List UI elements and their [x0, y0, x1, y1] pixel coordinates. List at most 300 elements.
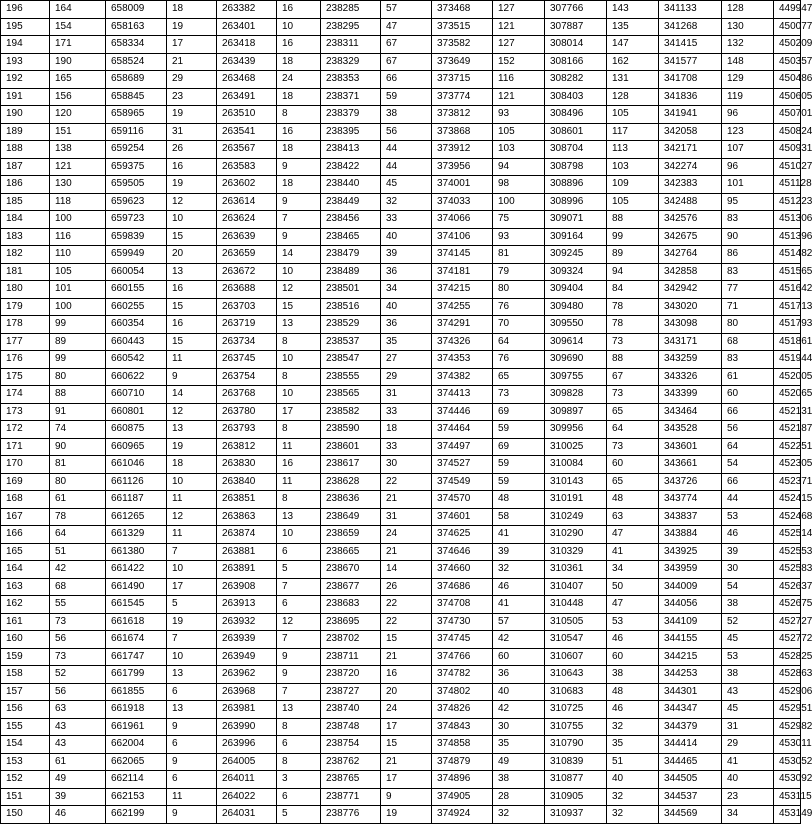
table-cell[interactable]: 18	[167, 1, 217, 19]
table-cell[interactable]: 342274	[659, 158, 722, 176]
table-cell[interactable]: 179	[1, 298, 50, 316]
table-cell[interactable]: 374905	[432, 788, 493, 806]
table-cell[interactable]: 263688	[217, 281, 277, 299]
table-cell[interactable]: 46	[607, 631, 659, 649]
table-cell[interactable]: 309480	[545, 298, 607, 316]
table-cell[interactable]: 661126	[106, 473, 167, 491]
table-cell[interactable]: 173	[1, 403, 50, 421]
table-cell[interactable]: 17	[381, 771, 432, 789]
table-cell[interactable]: 661380	[106, 543, 167, 561]
table-cell[interactable]: 452005	[774, 368, 801, 386]
table-cell[interactable]: 342171	[659, 141, 722, 159]
table-cell[interactable]: 310143	[545, 473, 607, 491]
table-cell[interactable]: 450486	[774, 71, 801, 89]
table-cell[interactable]: 84	[607, 281, 659, 299]
table-cell[interactable]: 12	[167, 403, 217, 421]
table-cell[interactable]: 9	[167, 718, 217, 736]
table-cell[interactable]: 80	[493, 281, 545, 299]
table-cell[interactable]: 128	[607, 88, 659, 106]
table-cell[interactable]: 344505	[659, 771, 722, 789]
table-cell[interactable]: 76	[493, 351, 545, 369]
table-cell[interactable]: 238702	[321, 631, 381, 649]
table-cell[interactable]: 30	[722, 561, 774, 579]
table-cell[interactable]: 374413	[432, 386, 493, 404]
table-cell[interactable]: 26	[167, 141, 217, 159]
table-cell[interactable]: 64	[50, 526, 106, 544]
table-cell[interactable]: 660542	[106, 351, 167, 369]
table-cell[interactable]: 30	[493, 718, 545, 736]
table-cell[interactable]: 343837	[659, 508, 722, 526]
table-cell[interactable]: 32	[493, 561, 545, 579]
table-cell[interactable]: 263793	[217, 421, 277, 439]
table-cell[interactable]: 238695	[321, 613, 381, 631]
table-cell[interactable]: 263840	[217, 473, 277, 491]
table-cell[interactable]: 22	[381, 613, 432, 631]
table-cell[interactable]: 238683	[321, 596, 381, 614]
table-cell[interactable]: 11	[167, 788, 217, 806]
table-cell[interactable]: 6	[167, 683, 217, 701]
table-cell[interactable]: 33	[381, 438, 432, 456]
table-cell[interactable]: 343884	[659, 526, 722, 544]
table-cell[interactable]: 374181	[432, 263, 493, 281]
table-cell[interactable]: 341941	[659, 106, 722, 124]
table-cell[interactable]: 59	[493, 421, 545, 439]
table-cell[interactable]: 3	[277, 771, 321, 789]
table-cell[interactable]: 342383	[659, 176, 722, 194]
table-cell[interactable]: 164	[1, 561, 50, 579]
table-cell[interactable]: 45	[722, 631, 774, 649]
table-cell[interactable]: 73	[50, 613, 106, 631]
table-cell[interactable]: 88	[607, 351, 659, 369]
table-cell[interactable]: 238754	[321, 736, 381, 754]
table-cell[interactable]: 374291	[432, 316, 493, 334]
table-cell[interactable]: 65	[607, 403, 659, 421]
table-cell[interactable]: 661799	[106, 666, 167, 684]
table-cell[interactable]: 661422	[106, 561, 167, 579]
table-cell[interactable]: 238465	[321, 228, 381, 246]
table-cell[interactable]: 309245	[545, 246, 607, 264]
table-cell[interactable]: 374527	[432, 456, 493, 474]
table-cell[interactable]: 24	[381, 701, 432, 719]
table-cell[interactable]: 60	[607, 456, 659, 474]
table-cell[interactable]: 310361	[545, 561, 607, 579]
table-cell[interactable]: 16	[167, 158, 217, 176]
table-cell[interactable]: 9	[277, 193, 321, 211]
table-cell[interactable]: 38	[722, 596, 774, 614]
table-cell[interactable]: 18	[167, 456, 217, 474]
table-cell[interactable]: 89	[50, 333, 106, 351]
table-cell[interactable]: 12	[277, 281, 321, 299]
table-cell[interactable]: 20	[167, 246, 217, 264]
table-cell[interactable]: 7	[277, 631, 321, 649]
table-cell[interactable]: 86	[722, 246, 774, 264]
table-cell[interactable]: 374066	[432, 211, 493, 229]
table-cell[interactable]: 263439	[217, 53, 277, 71]
table-cell[interactable]: 48	[607, 491, 659, 509]
table-cell[interactable]: 310329	[545, 543, 607, 561]
table-cell[interactable]: 24	[381, 526, 432, 544]
table-cell[interactable]: 238479	[321, 246, 381, 264]
table-cell[interactable]: 238371	[321, 88, 381, 106]
table-cell[interactable]: 343020	[659, 298, 722, 316]
table-cell[interactable]: 661918	[106, 701, 167, 719]
table-cell[interactable]: 91	[50, 403, 106, 421]
table-cell[interactable]: 40	[607, 771, 659, 789]
table-cell[interactable]: 374843	[432, 718, 493, 736]
table-cell[interactable]: 15	[167, 298, 217, 316]
table-cell[interactable]: 341133	[659, 1, 722, 19]
table-cell[interactable]: 374625	[432, 526, 493, 544]
table-cell[interactable]: 310025	[545, 438, 607, 456]
table-cell[interactable]: 263468	[217, 71, 277, 89]
table-cell[interactable]: 171	[1, 438, 50, 456]
table-cell[interactable]: 310790	[545, 736, 607, 754]
table-cell[interactable]: 60	[607, 648, 659, 666]
table-cell[interactable]: 263881	[217, 543, 277, 561]
table-cell[interactable]: 238601	[321, 438, 381, 456]
table-cell[interactable]: 166	[1, 526, 50, 544]
table-cell[interactable]: 659839	[106, 228, 167, 246]
table-cell[interactable]: 155	[1, 718, 50, 736]
table-cell[interactable]: 39	[493, 543, 545, 561]
table-cell[interactable]: 181	[1, 263, 50, 281]
table-cell[interactable]: 78	[50, 508, 106, 526]
table-cell[interactable]: 10	[167, 561, 217, 579]
table-cell[interactable]: 46	[493, 578, 545, 596]
table-cell[interactable]: 14	[167, 386, 217, 404]
table-cell[interactable]: 238501	[321, 281, 381, 299]
table-cell[interactable]: 159	[1, 648, 50, 666]
table-cell[interactable]: 31	[381, 386, 432, 404]
table-cell[interactable]: 121	[50, 158, 106, 176]
table-cell[interactable]: 8	[277, 333, 321, 351]
table-cell[interactable]: 195	[1, 18, 50, 36]
table-cell[interactable]: 32	[607, 718, 659, 736]
table-cell[interactable]: 93	[493, 228, 545, 246]
table-cell[interactable]: 135	[607, 18, 659, 36]
table-cell[interactable]: 33	[381, 403, 432, 421]
table-cell[interactable]: 8	[277, 106, 321, 124]
table-cell[interactable]: 452131	[774, 403, 801, 421]
table-cell[interactable]: 374660	[432, 561, 493, 579]
table-cell[interactable]: 14	[277, 246, 321, 264]
table-cell[interactable]: 452583	[774, 561, 801, 579]
table-cell[interactable]: 263583	[217, 158, 277, 176]
table-cell[interactable]: 130	[50, 176, 106, 194]
table-cell[interactable]: 659505	[106, 176, 167, 194]
table-cell[interactable]: 263541	[217, 123, 277, 141]
table-cell[interactable]: 120	[50, 106, 106, 124]
table-cell[interactable]: 64	[607, 421, 659, 439]
table-cell[interactable]: 661855	[106, 683, 167, 701]
table-cell[interactable]: 374106	[432, 228, 493, 246]
table-cell[interactable]: 152	[493, 53, 545, 71]
table-cell[interactable]: 263996	[217, 736, 277, 754]
table-cell[interactable]: 40	[381, 298, 432, 316]
table-cell[interactable]: 452187	[774, 421, 801, 439]
table-cell[interactable]: 451944	[774, 351, 801, 369]
table-cell[interactable]: 450701	[774, 106, 801, 124]
table-cell[interactable]: 89	[607, 246, 659, 264]
table-cell[interactable]: 344414	[659, 736, 722, 754]
table-cell[interactable]: 263719	[217, 316, 277, 334]
table-cell[interactable]: 15	[167, 333, 217, 351]
table-cell[interactable]: 450931	[774, 141, 801, 159]
table-cell[interactable]: 152	[1, 771, 50, 789]
table-cell[interactable]: 53	[607, 613, 659, 631]
table-cell[interactable]: 18	[277, 88, 321, 106]
table-cell[interactable]: 450824	[774, 123, 801, 141]
table-cell[interactable]: 119	[722, 88, 774, 106]
table-cell[interactable]: 54	[722, 456, 774, 474]
table-cell[interactable]: 153	[1, 753, 50, 771]
table-cell[interactable]: 127	[493, 36, 545, 54]
table-cell[interactable]: 374686	[432, 578, 493, 596]
table-cell[interactable]: 101	[722, 176, 774, 194]
table-cell[interactable]: 661329	[106, 526, 167, 544]
table-cell[interactable]: 310643	[545, 666, 607, 684]
table-cell[interactable]: 342942	[659, 281, 722, 299]
table-cell[interactable]: 41	[607, 543, 659, 561]
table-cell[interactable]: 174	[1, 386, 50, 404]
table-cell[interactable]: 263754	[217, 368, 277, 386]
table-cell[interactable]: 341577	[659, 53, 722, 71]
table-cell[interactable]: 374570	[432, 491, 493, 509]
table-cell[interactable]: 6	[277, 543, 321, 561]
table-cell[interactable]: 342764	[659, 246, 722, 264]
table-cell[interactable]: 263863	[217, 508, 277, 526]
table-cell[interactable]: 38	[607, 666, 659, 684]
table-cell[interactable]: 16	[381, 666, 432, 684]
table-cell[interactable]: 58	[493, 508, 545, 526]
table-cell[interactable]: 373582	[432, 36, 493, 54]
table-cell[interactable]: 343925	[659, 543, 722, 561]
table-cell[interactable]: 96	[722, 106, 774, 124]
table-cell[interactable]: 110	[50, 246, 106, 264]
table-cell[interactable]: 12	[167, 508, 217, 526]
table-cell[interactable]: 344109	[659, 613, 722, 631]
table-cell[interactable]: 374353	[432, 351, 493, 369]
table-cell[interactable]: 238311	[321, 36, 381, 54]
table-cell[interactable]: 138	[50, 141, 106, 159]
table-cell[interactable]: 452065	[774, 386, 801, 404]
table-cell[interactable]: 10	[167, 211, 217, 229]
table-cell[interactable]: 76	[493, 298, 545, 316]
table-cell[interactable]: 344215	[659, 648, 722, 666]
table-cell[interactable]: 17	[381, 718, 432, 736]
table-cell[interactable]: 238765	[321, 771, 381, 789]
table-cell[interactable]: 80	[722, 316, 774, 334]
table-cell[interactable]: 28	[493, 788, 545, 806]
table-cell[interactable]: 24	[277, 71, 321, 89]
table-cell[interactable]: 194	[1, 36, 50, 54]
table-cell[interactable]: 151	[1, 788, 50, 806]
table-cell[interactable]: 160	[1, 631, 50, 649]
table-cell[interactable]: 169	[1, 473, 50, 491]
table-cell[interactable]: 10	[277, 263, 321, 281]
table-cell[interactable]: 308798	[545, 158, 607, 176]
table-cell[interactable]: 168	[1, 491, 50, 509]
table-cell[interactable]: 238727	[321, 683, 381, 701]
table-cell[interactable]: 19	[381, 806, 432, 824]
table-cell[interactable]: 175	[1, 368, 50, 386]
table-cell[interactable]: 35	[381, 333, 432, 351]
table-cell[interactable]: 180	[1, 281, 50, 299]
table-cell[interactable]: 263703	[217, 298, 277, 316]
table-cell[interactable]: 132	[722, 36, 774, 54]
table-cell[interactable]: 9	[277, 648, 321, 666]
table-cell[interactable]: 105	[493, 123, 545, 141]
table-cell[interactable]: 342058	[659, 123, 722, 141]
table-cell[interactable]: 374001	[432, 176, 493, 194]
table-cell[interactable]: 13	[167, 263, 217, 281]
table-cell[interactable]: 662114	[106, 771, 167, 789]
table-cell[interactable]: 59	[493, 456, 545, 474]
table-cell[interactable]: 373912	[432, 141, 493, 159]
table-cell[interactable]: 452514	[774, 526, 801, 544]
table-cell[interactable]: 31	[167, 123, 217, 141]
table-cell[interactable]: 661747	[106, 648, 167, 666]
table-cell[interactable]: 113	[607, 141, 659, 159]
table-cell[interactable]: 11	[167, 491, 217, 509]
table-cell[interactable]: 238762	[321, 753, 381, 771]
table-cell[interactable]: 238456	[321, 211, 381, 229]
table-cell[interactable]: 51	[607, 753, 659, 771]
table-cell[interactable]: 238547	[321, 351, 381, 369]
table-cell[interactable]: 21	[167, 53, 217, 71]
table-cell[interactable]: 73	[607, 438, 659, 456]
table-cell[interactable]: 47	[607, 526, 659, 544]
table-cell[interactable]: 32	[493, 806, 545, 824]
table-cell[interactable]: 81	[493, 246, 545, 264]
table-cell[interactable]: 374464	[432, 421, 493, 439]
table-cell[interactable]: 48	[493, 491, 545, 509]
table-cell[interactable]: 63	[607, 508, 659, 526]
table-cell[interactable]: 309550	[545, 316, 607, 334]
table-cell[interactable]: 54	[722, 578, 774, 596]
table-cell[interactable]: 374549	[432, 473, 493, 491]
table-cell[interactable]: 66	[722, 403, 774, 421]
table-cell[interactable]: 36	[493, 666, 545, 684]
table-cell[interactable]: 78	[607, 298, 659, 316]
table-cell[interactable]: 309071	[545, 211, 607, 229]
table-cell[interactable]: 8	[277, 718, 321, 736]
table-cell[interactable]: 343726	[659, 473, 722, 491]
table-cell[interactable]: 310547	[545, 631, 607, 649]
table-cell[interactable]: 69	[493, 438, 545, 456]
table-cell[interactable]: 263913	[217, 596, 277, 614]
table-cell[interactable]: 19	[167, 106, 217, 124]
table-cell[interactable]: 374858	[432, 736, 493, 754]
table-cell[interactable]: 185	[1, 193, 50, 211]
table-cell[interactable]: 103	[493, 141, 545, 159]
table-cell[interactable]: 309828	[545, 386, 607, 404]
table-cell[interactable]: 158	[1, 666, 50, 684]
table-cell[interactable]: 129	[722, 71, 774, 89]
table-cell[interactable]: 90	[722, 228, 774, 246]
table-cell[interactable]: 45	[722, 701, 774, 719]
table-cell[interactable]: 659375	[106, 158, 167, 176]
table-cell[interactable]: 40	[381, 228, 432, 246]
table-cell[interactable]: 16	[277, 1, 321, 19]
table-cell[interactable]: 658965	[106, 106, 167, 124]
table-cell[interactable]: 263639	[217, 228, 277, 246]
table-cell[interactable]: 18	[277, 141, 321, 159]
table-cell[interactable]: 374730	[432, 613, 493, 631]
table-cell[interactable]: 39	[50, 788, 106, 806]
table-cell[interactable]: 19	[167, 18, 217, 36]
table-cell[interactable]: 238582	[321, 403, 381, 421]
table-cell[interactable]: 80	[50, 473, 106, 491]
table-cell[interactable]: 43	[722, 683, 774, 701]
table-cell[interactable]: 171	[50, 36, 106, 54]
table-cell[interactable]: 143	[607, 1, 659, 19]
table-cell[interactable]: 34	[607, 561, 659, 579]
table-cell[interactable]: 10	[167, 648, 217, 666]
table-cell[interactable]: 263932	[217, 613, 277, 631]
table-cell[interactable]: 452863	[774, 666, 801, 684]
table-cell[interactable]: 38	[381, 106, 432, 124]
table-cell[interactable]: 16	[277, 123, 321, 141]
table-cell[interactable]: 661490	[106, 578, 167, 596]
table-cell[interactable]: 98	[493, 176, 545, 194]
table-cell[interactable]: 374766	[432, 648, 493, 666]
table-cell[interactable]: 374215	[432, 281, 493, 299]
table-cell[interactable]: 64	[493, 333, 545, 351]
table-cell[interactable]: 21	[381, 491, 432, 509]
table-cell[interactable]: 81	[50, 456, 106, 474]
table-cell[interactable]: 263851	[217, 491, 277, 509]
table-cell[interactable]: 8	[277, 368, 321, 386]
table-cell[interactable]: 50	[607, 578, 659, 596]
table-cell[interactable]: 47	[381, 18, 432, 36]
table-cell[interactable]: 263418	[217, 36, 277, 54]
table-cell[interactable]: 73	[607, 333, 659, 351]
table-cell[interactable]: 39	[381, 246, 432, 264]
table-cell[interactable]: 90	[50, 438, 106, 456]
table-cell[interactable]: 308282	[545, 71, 607, 89]
table-cell[interactable]: 659949	[106, 246, 167, 264]
table-cell[interactable]: 34	[381, 281, 432, 299]
table-cell[interactable]: 310505	[545, 613, 607, 631]
table-cell[interactable]: 9	[277, 666, 321, 684]
table-cell[interactable]: 660710	[106, 386, 167, 404]
table-cell[interactable]: 96	[722, 158, 774, 176]
table-cell[interactable]: 658524	[106, 53, 167, 71]
table-cell[interactable]: 310448	[545, 596, 607, 614]
table-cell[interactable]: 56	[722, 421, 774, 439]
table-cell[interactable]: 344009	[659, 578, 722, 596]
table-cell[interactable]: 109	[607, 176, 659, 194]
table-cell[interactable]: 121	[493, 18, 545, 36]
table-cell[interactable]: 658334	[106, 36, 167, 54]
table-cell[interactable]: 658689	[106, 71, 167, 89]
table-cell[interactable]: 127	[493, 1, 545, 19]
table-cell[interactable]: 660801	[106, 403, 167, 421]
table-cell[interactable]: 238590	[321, 421, 381, 439]
table-cell[interactable]: 35	[607, 736, 659, 754]
table-cell[interactable]: 343326	[659, 368, 722, 386]
table-cell[interactable]: 41	[493, 596, 545, 614]
table-cell[interactable]: 83	[722, 211, 774, 229]
table-cell[interactable]: 5	[277, 561, 321, 579]
table-cell[interactable]: 660622	[106, 368, 167, 386]
table-cell[interactable]: 238711	[321, 648, 381, 666]
table-cell[interactable]: 374601	[432, 508, 493, 526]
table-cell[interactable]: 68	[722, 333, 774, 351]
table-cell[interactable]: 662065	[106, 753, 167, 771]
table-cell[interactable]: 21	[381, 543, 432, 561]
